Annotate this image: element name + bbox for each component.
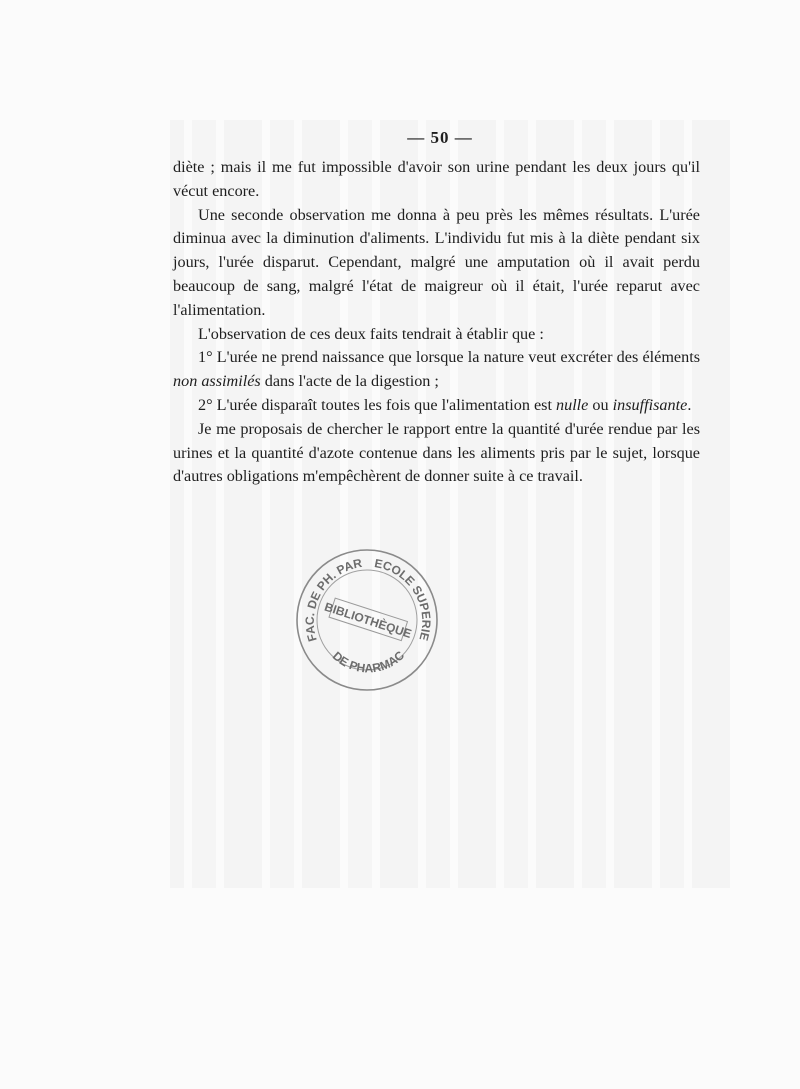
paragraph-4-emphasis: non assimilés [173,372,261,391]
stamp-bottom-text: DE PHARMAC [329,648,408,676]
paragraph-3: L'observation de ces deux faits tendrait à établir que : [198,324,544,343]
paragraph-1: diète ; mais il me fut impossible d'avoir son urine pendant les deux jours qu'il vécut encore. [173,158,700,200]
body-text [173,156,700,489]
paragraph-4 [173,346,700,394]
paragraph-5-emphasis-2: insuffisante [612,395,688,414]
stamp-center-text: BIBLIOTHÈQUE [322,599,414,641]
paragraph-5-suffix: . [687,395,692,414]
library-stamp [292,545,442,695]
stamp-outer-right-text: ECOLE SUPERIE [373,556,434,643]
paragraph-5 [173,394,700,418]
paragraph-5-middle: ou [588,395,613,414]
page-number: — 50 — [407,128,473,147]
paragraph-5-emphasis: nulle [556,395,589,414]
paragraph-4-prefix: 1° L'urée ne prend naissance que lorsque la nature veut excréter des éléments [198,348,700,367]
paragraph-2: Une seconde observation me donna à peu près les mêmes résultats. L'urée diminua avec la diminution d'aliments. L'individu fut mis à la diète pendant six jours, l'urée disparut. Cependant, malgré une amputation où il avait perdu beaucoup de sang, malgré l'état de maigreur où il était, l'urée reparut avec l'alimentation. [173,205,700,319]
stamp-outer-left-text: FAC. DE PH. PAR [302,555,364,644]
library-stamp-graphic [292,545,442,695]
paragraph-4-suffix: dans l'acte de la digestion ; [260,372,439,391]
paragraph-5-prefix: 2° L'urée disparaît toutes les fois que l'alimentation est [198,395,556,414]
paragraph-6: Je me proposais de chercher le rapport entre la quantité d'urée rendue par les urines et la quantité d'azote contenue dans les aliments pris par le sujet, lorsque d'autres obligations m'empêchèrent de donner suite à ce travail. [173,419,700,486]
